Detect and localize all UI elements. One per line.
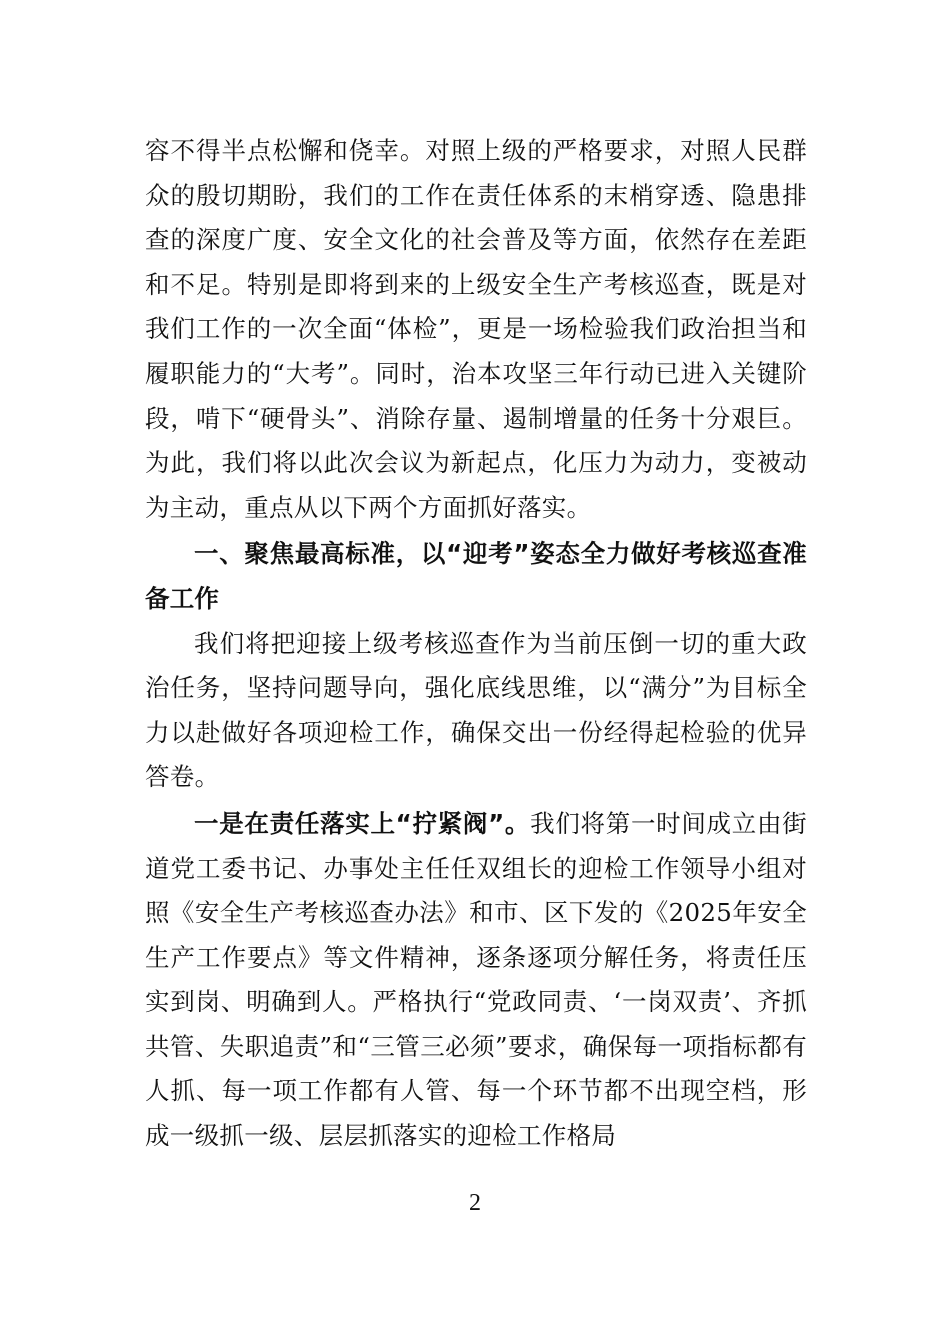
point-1-paragraph [145, 802, 807, 1159]
section-heading: 一、聚焦最高标准，以“迎考”姿态全力做好考核巡查准备工作 [145, 539, 807, 613]
point-1-lead: 一是在责任落实上“拧紧阀”。 [194, 808, 531, 838]
page-number: 2 [469, 1190, 481, 1216]
continuation-paragraph: 容不得半点松懈和侥幸。对照上级的严格要求，对照人民群众的殷切期盼，我们的工作在责任体系的末梢穿透、隐患排查的深度广度、安全文化的社会普及等方面，依然存在差距和不足。特别是即将到来的上级安全生产考核巡查，既是对我们工作的一次全面“体检”，更是一场检验我们政治担当和履职能力的“大考”。同时，治本攻坚三年行动已进入关键阶段，啃下“硬骨头”、消除存量、遏制增量的任务十分艰巨。为此，我们将以此次会议为新起点，化压力为动力，变被动为主动，重点从以下两个方面抓好落实。 [145, 136, 807, 522]
point-1-text: 我们将第一时间成立由街道党工委书记、办事处主任任双组长的迎检工作领导小组对照《安全生产考核巡查办法》和市、区下发的《2025年安全生产工作要点》等文件精神，逐条逐项分解任务，将责任压实到岗、明确到人。严格执行“党政同责、‘一岗双责’、齐抓共管、失职追责”和“三管三必须”要求，确保每一项指标都有人抓、每一项工作都有人管、每一个环节都不出现空档，形成一级抓一级、层层抓落实的迎检工作格局 [145, 808, 807, 1151]
document-body [145, 129, 807, 1159]
intro-paragraph: 我们将把迎接上级考核巡查作为当前压倒一切的重大政治任务，坚持问题导向，强化底线思维，以“满分”为目标全力以赴做好各项迎检工作，确保交出一份经得起检验的优异答卷。 [145, 628, 807, 792]
